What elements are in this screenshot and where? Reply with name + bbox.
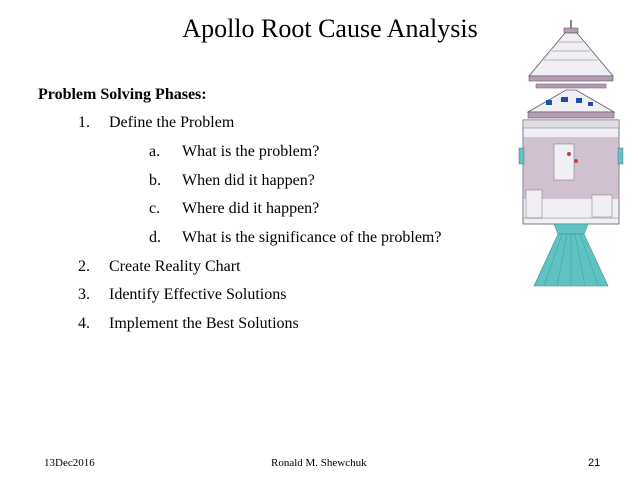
phase-text: Create Reality Chart [109,258,241,275]
subitem-letter: d. [149,229,161,246]
subitem-text: What is the problem? [182,143,320,160]
phase-number: 2. [78,258,90,275]
phase-number: 1. [78,114,90,131]
footer-author: Ronald M. Shewchuk [271,457,367,469]
phase-text: Implement the Best Solutions [109,315,299,332]
phase-text: Define the Problem [109,114,235,131]
engine-nozzle [534,224,608,286]
command-module [528,90,614,118]
service-module [519,120,623,224]
subitem-letter: a. [149,143,161,160]
subitem-text: What is the significance of the problem? [182,229,442,246]
apollo-spacecraft-icon [514,20,628,288]
page-number: 21 [588,457,601,469]
phase-number: 4. [78,315,90,332]
subitem-letter: b. [149,172,161,189]
phases-heading: Problem Solving Phases: [38,86,207,103]
slide-title: Apollo Root Cause Analysis [182,14,478,43]
subitem-text: Where did it happen? [182,200,320,217]
subitem-letter: c. [149,200,161,217]
footer-date: 13Dec2016 [44,457,95,469]
phase-number: 3. [78,286,90,303]
subitem-text: When did it happen? [182,172,315,189]
phase-text: Identify Effective Solutions [109,286,287,303]
launch-escape-tower [529,20,613,88]
